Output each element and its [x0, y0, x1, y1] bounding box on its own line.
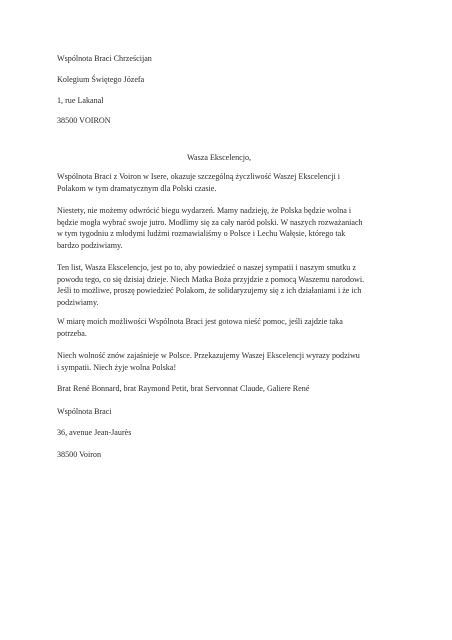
paragraph-line: Ten list, Wasza Ekscelencjo, jest po to, aby powiedzieć o naszej sympatii i naszym smutku z — [57, 263, 356, 272]
closing-name: Wspólnota Braci — [57, 407, 112, 416]
paragraph-2 — [57, 205, 398, 251]
paragraph-line: podziwiamy. — [57, 297, 99, 307]
paragraph-line: i sympatii. Niech żyje wolna Polska! — [57, 362, 177, 372]
salutation: Wasza Ekscelencjo, — [187, 153, 252, 162]
paragraph-line: powodu tego, co się dzisiaj dzieje. Niech Matka Boża przyjdzie z pomocą Waszemu narodowi. — [57, 274, 365, 284]
paragraph-line: Wspólnota Braci z Voiron w Isere, okazuje szczególną życzliwość Waszej Ekscelencji i — [57, 172, 340, 181]
paragraph-5 — [57, 350, 398, 373]
paragraph-line: W miarę moich możliwości Wspólnota Braci jest gotowa nieść pomoc, jeśli zajdzie taka — [57, 317, 343, 326]
sender-institution: Kolegium Świętego Józefa — [57, 75, 145, 84]
sender-street: 1, rue Lakanal — [57, 96, 104, 105]
paragraph-1 — [57, 171, 398, 194]
paragraph-4 — [57, 316, 398, 339]
signatories: Brat René Bonnard, brat Raymond Petit, brat Servonnat Claude, Galiere René — [57, 384, 310, 393]
paragraph-line: potrzeba. — [57, 328, 87, 338]
sender-city: 38500 VOIRON — [57, 116, 111, 125]
paragraph-line: będzie mogła wybrać swoje jutro. Modlimy się za cały naród polski. W naszych rozważaniach — [57, 217, 363, 227]
closing-street: 36, avenue Jean-Jaurès — [57, 428, 132, 437]
sender-name: Wspólnota Braci Chrześcijan — [57, 54, 152, 63]
paragraph-line: bardzo podziwiamy. — [57, 240, 123, 250]
paragraph-line: Niestety, nie możemy odwrócić biegu wydarzeń. Mamy nadzieję, że Polska będzie wolna i — [57, 206, 352, 215]
closing-city: 38500 Voiron — [57, 450, 101, 459]
paragraph-line: Jeśli to możliwe, proszę powiedzieć Polakom, że solidaryzujemy się z ich działaniami i że ich — [57, 286, 362, 296]
paragraph-line: w tym tygodniu z młodymi ludźmi rozmawialiśmy o Polsce i Lechu Wałęsie, którego tak — [57, 229, 346, 239]
paragraph-line: Niech wolność znów zajaśnieje w Polsce. Przekazujemy Waszej Ekscelencji wyrazy podziwu — [57, 351, 360, 360]
paragraph-3 — [57, 262, 398, 308]
paragraph-line: Polakom w tym dramatycznym dla Polski czasie. — [57, 183, 217, 193]
